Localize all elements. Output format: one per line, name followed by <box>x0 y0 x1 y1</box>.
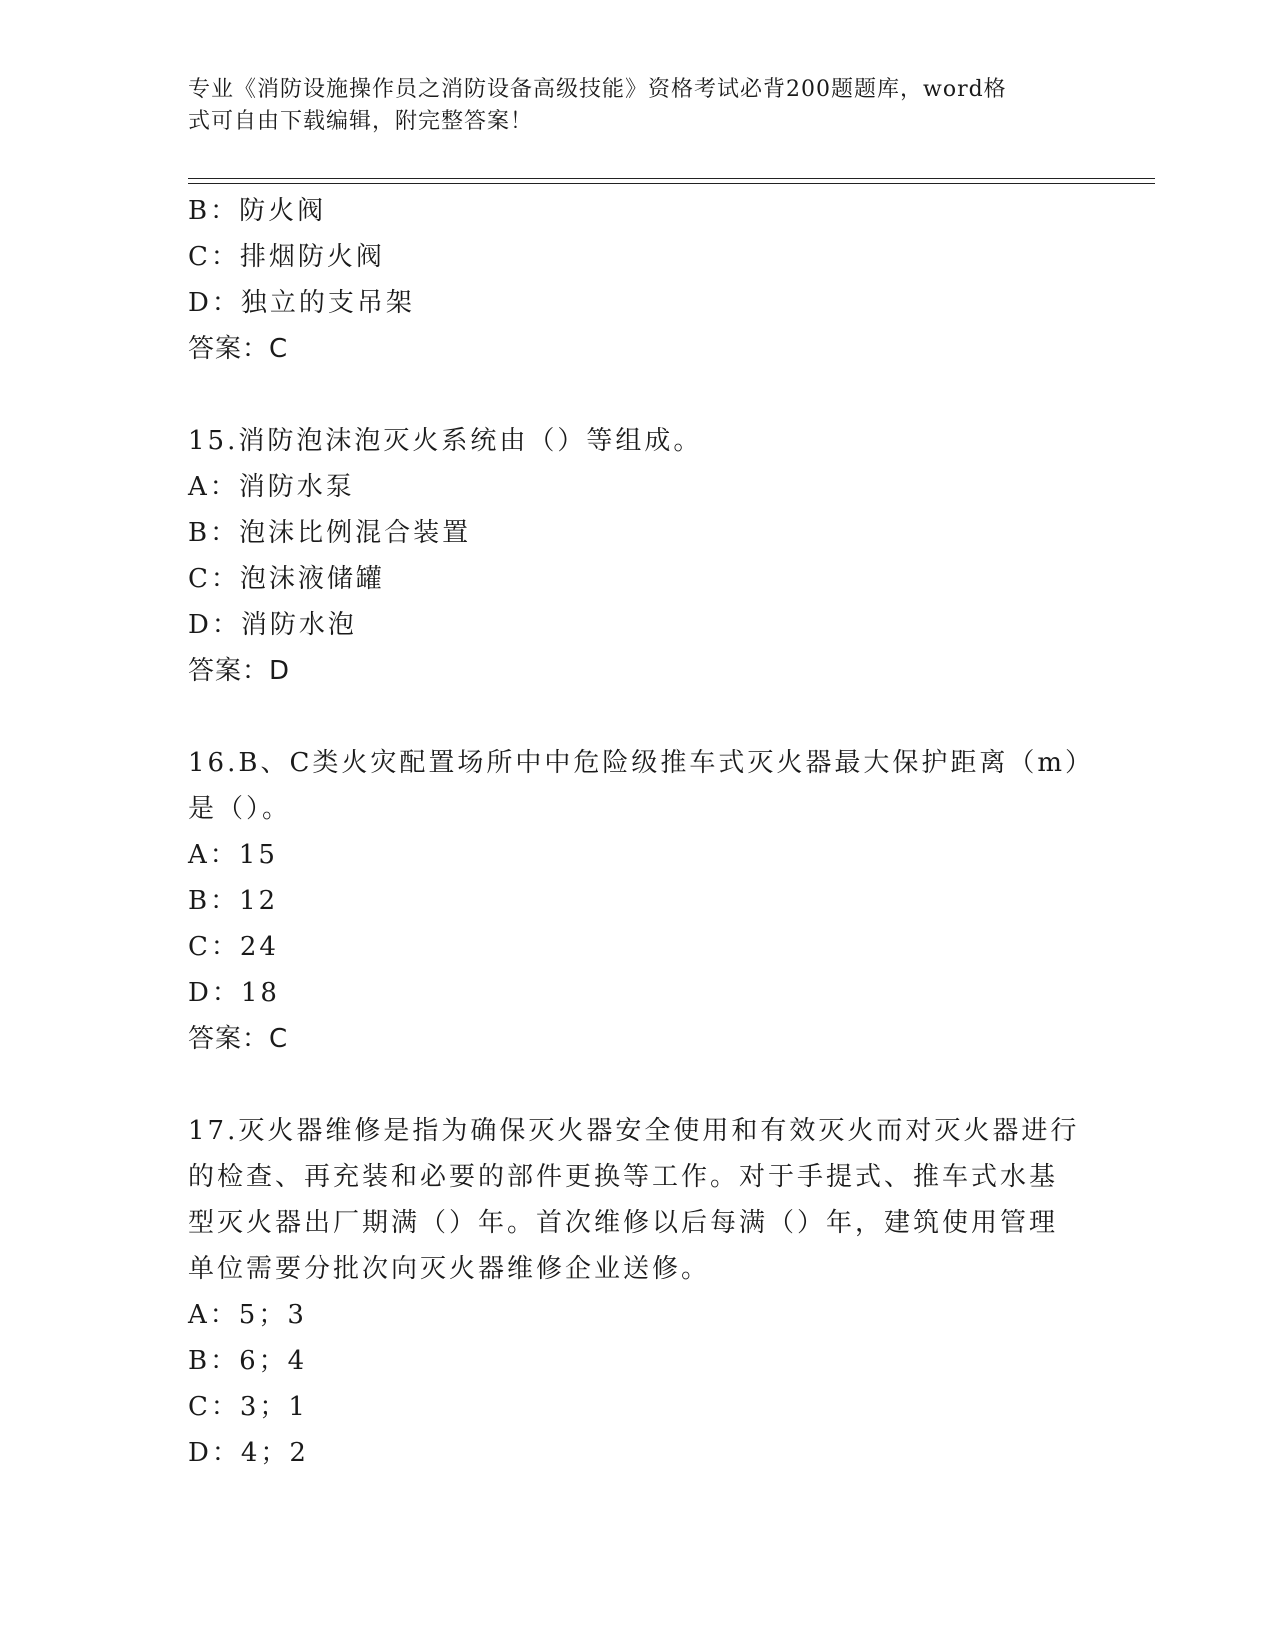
option-a: A：15 <box>188 840 278 870</box>
option-a: A：消防水泵 <box>188 472 355 502</box>
answer-line: 答案：C <box>188 334 289 364</box>
option-b: B：泡沫比例混合装置 <box>188 518 472 548</box>
question-stem: 15.消防泡沫泡灭火系统由（）等组成。 <box>188 426 703 456</box>
question-17 <box>188 1108 1088 1476</box>
option-d: D：消防水泡 <box>188 610 357 640</box>
question-list <box>188 188 1095 1522</box>
question-14-continued <box>188 188 1088 372</box>
option-d: D：4；2 <box>188 1438 309 1468</box>
document-header <box>188 74 1068 138</box>
question-stem-line-2: 是（）。 <box>188 794 292 824</box>
option-a: A：5；3 <box>188 1300 307 1330</box>
option-c: C：泡沫液储罐 <box>188 564 385 594</box>
header-divider-top <box>188 178 1155 179</box>
option-b: B：防火阀 <box>188 196 327 226</box>
question-16 <box>188 740 1095 1062</box>
option-d: D：18 <box>188 978 280 1008</box>
question-15 <box>188 418 1088 694</box>
question-stem-line-1: 17.灭火器维修是指为确保灭火器安全使用和有效灭火而对灭火器进行 <box>188 1116 1080 1146</box>
option-d: D：独立的支吊架 <box>188 288 415 318</box>
answer-line: 答案：C <box>188 1024 289 1054</box>
option-c: C：3；1 <box>188 1392 308 1422</box>
answer-line: 答案：D <box>188 656 291 686</box>
question-stem-line-3: 型灭火器出厂期满（）年。首次维修以后每满（）年，建筑使用管理 <box>188 1208 1059 1238</box>
question-stem-line-2: 的检查、再充装和必要的部件更换等工作。对于手提式、推车式水基 <box>188 1162 1059 1192</box>
option-b: B：6；4 <box>188 1346 308 1376</box>
question-stem-line-4: 单位需要分批次向灭火器维修企业送修。 <box>188 1254 711 1284</box>
option-c: C：排烟防火阀 <box>188 242 385 272</box>
header-divider-bottom <box>188 183 1155 184</box>
option-c: C：24 <box>188 932 279 962</box>
header-line-1: 专业《消防设施操作员之消防设备高级技能》资格考试必背200题题库，word格 <box>188 77 1007 102</box>
option-b: B：12 <box>188 886 279 916</box>
question-stem-line-1: 16.B、C类火灾配置场所中中危险级推车式灭火器最大保护距离（m） <box>188 748 1095 778</box>
header-line-2: 式可自由下载编辑，附完整答案！ <box>188 109 534 134</box>
